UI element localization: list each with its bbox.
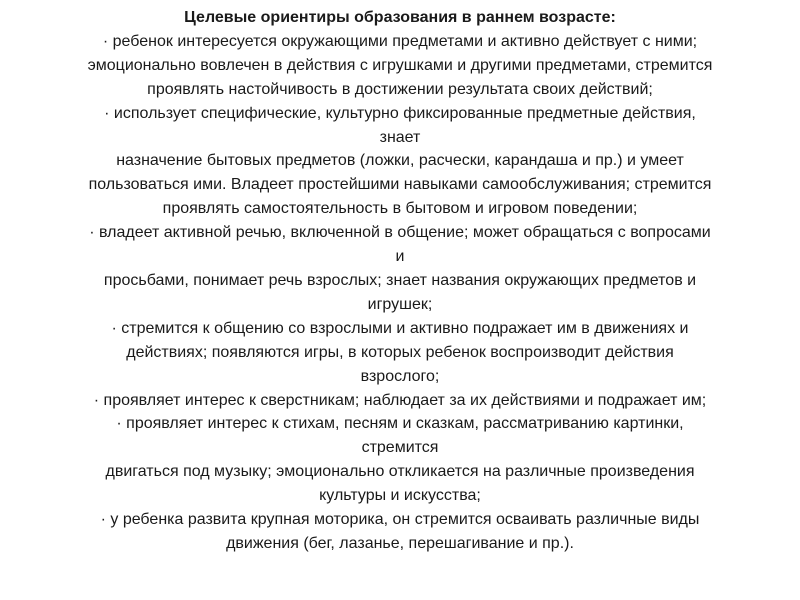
text-line: взрослого;: [360, 367, 440, 385]
text-line: проявлять настойчивость в достижении результата своих действий;: [147, 80, 653, 98]
text-line: движения (бег, лазанье, перешагивание и пр.).: [226, 534, 574, 552]
text-line: пользоваться ими. Владеет простейшими навыками самообслуживания; стремится: [88, 176, 712, 194]
text-line: стремится: [361, 439, 439, 457]
text-line: · проявляет интерес к стихам, песням и сказкам, рассматриванию картинки,: [116, 415, 684, 433]
text-line: просьбами, понимает речь взрослых; знает названия окружающих предметов и: [103, 271, 697, 289]
text-line: · владеет активной речью, включенной в общение; может обращаться с вопросами: [89, 224, 711, 242]
text-line: двигаться под музыку; эмоционально откликается на различные произведения: [105, 463, 695, 481]
text-line: действиях; появляются игры, в которых ребенок воспроизводит действия: [126, 343, 674, 361]
text-line: · проявляет интерес к сверстникам; наблюдает за их действиями и подражает им;: [93, 391, 707, 409]
text-line: культуры и искусства;: [319, 487, 481, 505]
text-line: назначение бытовых предметов (ложки, расчески, карандаша и пр.) и умеет: [116, 152, 684, 170]
document-text-block: [4, 6, 796, 556]
text-line: и: [395, 248, 405, 266]
text-line: · стремится к общению со взрослыми и активно подражает им в движениях и: [111, 319, 689, 337]
text-line: проявлять самостоятельность в бытовом и игровом поведении;: [162, 200, 638, 218]
text-line: эмоционально вовлечен в действия с игрушками и другими предметами, стремится: [87, 56, 713, 74]
text-line: · ребенок интересуется окружающими предметами и активно действует с ними;: [102, 32, 698, 50]
text-line: игрушек;: [367, 295, 433, 313]
text-line: знает: [379, 128, 421, 146]
text-line: · использует специфические, культурно фиксированные предметные действия,: [104, 104, 696, 122]
document-title: Целевые ориентиры образования в раннем возрасте:: [184, 9, 616, 26]
text-line: · у ребенка развита крупная моторика, он стремится осваивать различные виды: [100, 511, 700, 529]
